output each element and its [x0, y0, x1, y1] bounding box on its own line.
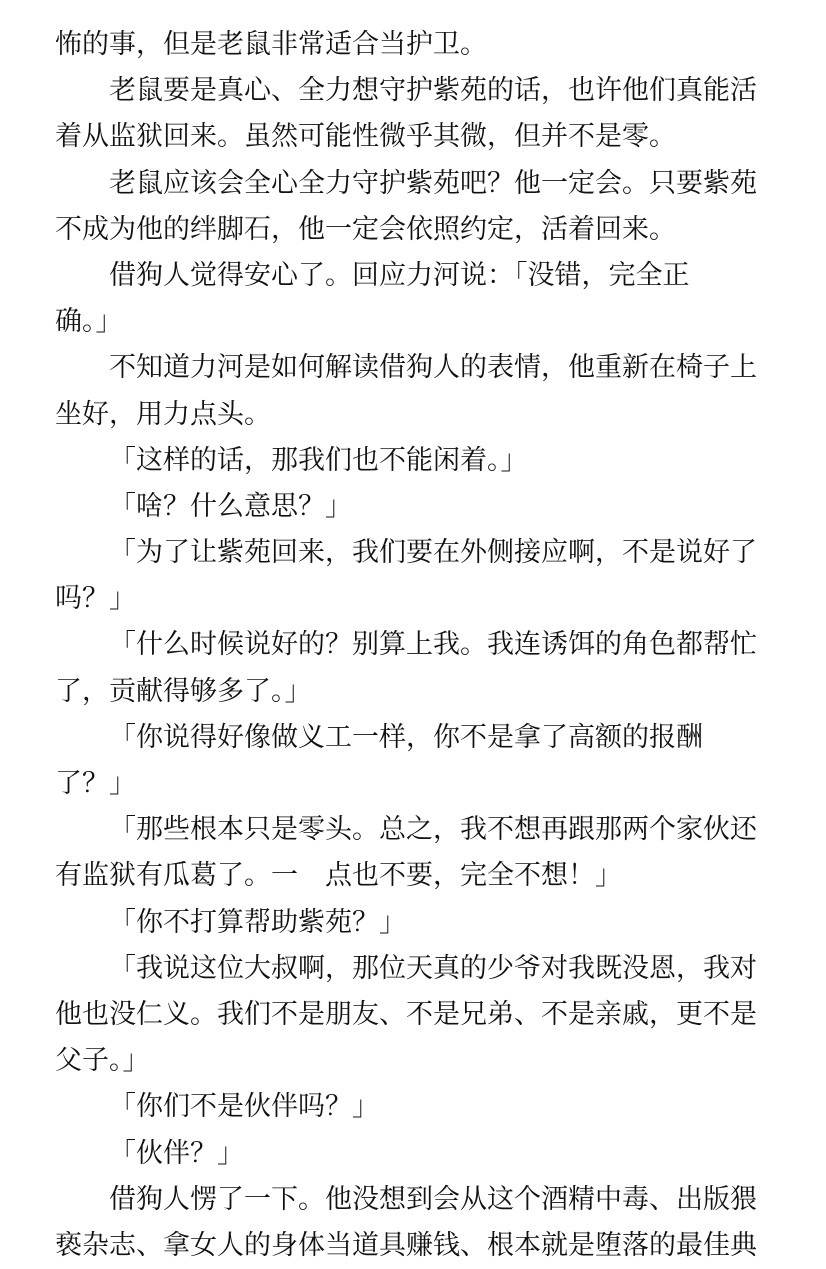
document-page [55, 22, 755, 1269]
text-line: 坐好，用力点头。 [55, 398, 271, 430]
text-line: 「你们不是伙伴吗？」 [109, 1091, 379, 1123]
text-line: 老鼠要是真心、全力想守护紫苑的话，也许他们真能活 [109, 75, 757, 107]
text-line: 亵杂志、拿女人的身体当道具赚钱、根本就是堕落的最佳典 [55, 1229, 757, 1261]
text-line: 老鼠应该会全心全力守护紫苑吧？他一定会。只要紫苑 [109, 167, 757, 199]
text-line: 「我说这位大叔啊，那位天真的少爷对我既没恩，我对 [109, 952, 757, 984]
text-line: 确。」 [55, 306, 123, 338]
text-line: 「你说得好像做义工一样，你不是拿了高额的报酬 [109, 721, 703, 753]
text-line: 吗？」 [55, 583, 136, 615]
text-line: 借狗人觉得安心了。回应力河说：「没错，完全正 [109, 259, 690, 291]
text-line: 了？」 [55, 768, 136, 799]
text-line: 有监狱有瓜葛了。一 点也不要，完全不想！」 [55, 860, 622, 892]
text-line: 他也没仁义。我们不是朋友、不是兄弟、不是亲戚，更不是 [55, 998, 757, 1030]
text-line: 不知道力河是如何解读借狗人的表情，他重新在椅子上 [109, 352, 757, 384]
text-line: 不成为他的绊脚石，他一定会依照约定，活着回来。 [55, 213, 676, 245]
text-line: 「那些根本只是零头。总之，我不想再跟那两个家伙还 [109, 814, 757, 846]
text-line: 「这样的话，那我们也不能闲着。」 [109, 444, 528, 476]
text-line: 「为了让紫苑回来，我们要在外侧接应啊，不是说好了 [109, 537, 757, 569]
text-line: 「伙伴？」 [109, 1137, 244, 1169]
text-line: 「你不打算帮助紫苑？」 [109, 906, 406, 938]
text-line: 借狗人愣了一下。他没想到会从这个酒精中毒、出版猥 [109, 1183, 757, 1215]
text-line: 了，贡献得够多了。」 [55, 675, 312, 707]
text-line: 着从监狱回来。虽然可能性微乎其微，但并不是零。 [55, 121, 676, 153]
text-line: 「什么时候说好的？别算上我。我连诱饵的角色都帮忙 [109, 629, 757, 661]
text-line: 父子。」 [55, 1045, 150, 1077]
text-line: 「啥？什么意思？」 [109, 490, 352, 522]
text-line: 怖的事，但是老鼠非常适合当护卫。 [55, 29, 487, 60]
